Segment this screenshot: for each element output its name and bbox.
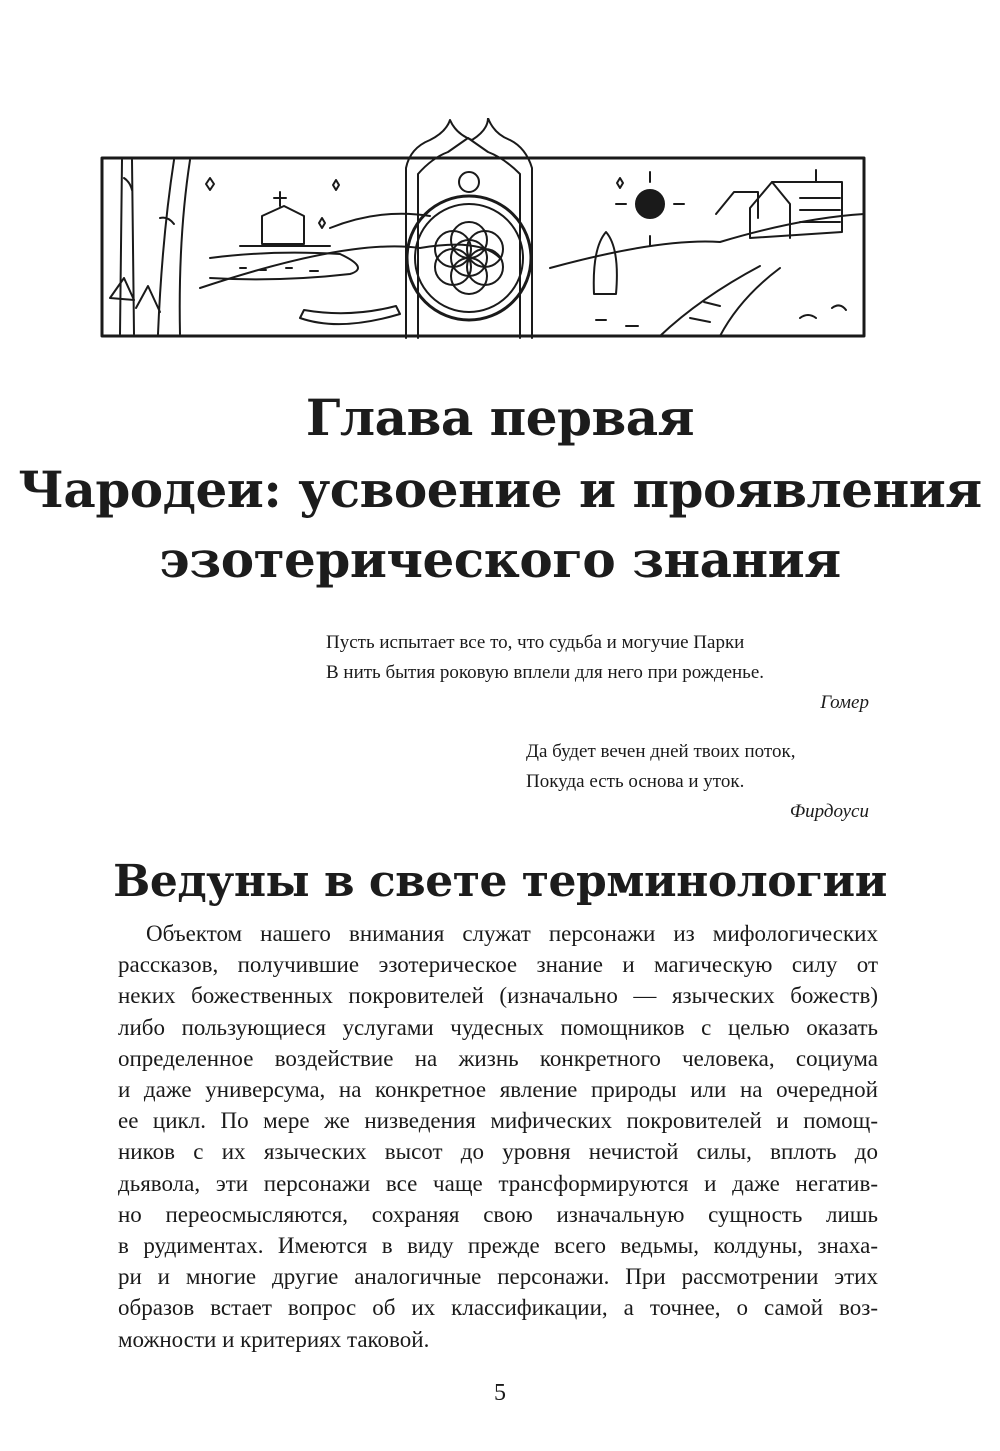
epigraph-ferdowsi	[0, 737, 869, 827]
body-line: дьявола, эти персонажи все чаще трансформируются и даже негатив-	[118, 1170, 878, 1196]
body-line: можности и критериях таковой.	[118, 1326, 430, 1352]
body-line: либо пользующиеся услугами чудесных помощников с целью оказать	[118, 1014, 878, 1040]
chapter-title-line2: эзотерического знания	[159, 530, 841, 589]
body-line: образов встает вопрос об их классификации, а точнее, о самой воз-	[118, 1295, 878, 1321]
body-line: Объектом нашего внимания служат персонажи из мифологических	[146, 921, 878, 946]
epigraph-line: В нить бытия роковую вплели для него при рожденье.	[326, 662, 765, 683]
epigraph-author: Фирдоуси	[789, 801, 869, 822]
page-number: 5	[494, 1380, 506, 1406]
body-line: и даже универсума, на конкретное явление природы или на очередной	[118, 1077, 878, 1103]
section-title: Ведуны в свете терминологии	[113, 856, 887, 907]
body-line: неких божественных покровителей (изначально — языческих божеств)	[118, 983, 878, 1009]
body-paragraph	[118, 918, 878, 1355]
epigraph-author: Гомер	[820, 692, 869, 713]
body-line: определенное воздействие на жизнь конкретного человека, социума	[118, 1045, 878, 1071]
body-line: но переосмысляются, сохраняя свою изначальную сущность лишь	[118, 1201, 878, 1227]
body-line: в рудиментах. Имеются в виду прежде всего ведьмы, колдуны, знаха-	[118, 1233, 878, 1259]
epigraph-line: Пусть испытает все то, что судьба и могучие Парки	[326, 632, 745, 653]
folk-landscape-banner-icon	[100, 118, 866, 340]
epigraph-homer	[0, 628, 869, 718]
chapter-header-illustration	[100, 118, 866, 340]
chapter-title-line1: Чародеи: усвоение и проявления	[18, 460, 982, 519]
chapter-heading: Глава первая	[305, 388, 695, 447]
epigraph-line: Да будет вечен дней твоих поток,	[526, 741, 796, 762]
epigraph-line: Покуда есть основа и уток.	[526, 771, 745, 792]
body-line: ри и многие другие аналогичные персонажи. При рассмотрении этих	[118, 1264, 878, 1290]
body-line: ников с их языческих высот до уровня нечистой силы, вплоть до	[118, 1139, 878, 1165]
body-line: рассказов, получившие эзотерическое знание и магическую силу от	[118, 952, 878, 978]
body-line: ее цикл. По мере же низведения мифических покровителей и помощ-	[118, 1108, 878, 1134]
